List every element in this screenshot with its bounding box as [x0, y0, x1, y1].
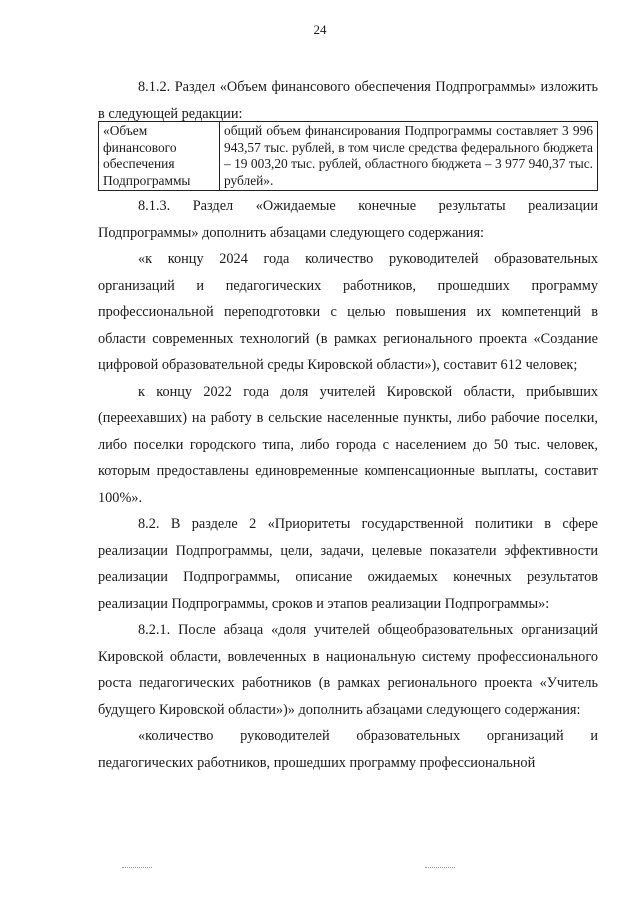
financing-table-grid	[98, 121, 598, 191]
paragraph-result-2024: «к концу 2024 года количество руководителей образовательных организаций и педагогических работников, прошедших программу профессиональной переподготовки с целью повышения их компетенций в области современных технологий (в рамках регионального проекта «Создание цифровой образовательной среды Кировской области»), составит 612 человек;	[98, 251, 598, 373]
table-row	[99, 122, 598, 191]
paragraph-result-2022: к концу 2022 года доля учителей Кировской области, прибывших (переехавших) на работу в сельские населенные пункты, либо рабочие поселки, либо поселки городского типа, либо города с населением до 50 тыс. человек, которым предоставлены единовременные компенсационные выплаты, составит 100%».	[98, 383, 598, 506]
footer-mark-right	[425, 867, 455, 868]
paragraph-812: 8.1.2. Раздел «Объем финансового обеспечения Подпрограммы» изложить в следующей редакции:	[98, 79, 598, 122]
paragraph-continued: «количество руководителей образовательных организаций и педагогических работников, прошедших программу профессиональной	[98, 728, 598, 771]
financing-table	[98, 121, 598, 191]
paragraph-821: 8.2.1. После абзаца «доля учителей общеобразовательных организаций Кировской области, вовлеченных в национальную систему профессионального роста педагогических работников (в рамках регионального проекта «Учитель будущего Кировской области»)» дополнить абзацами следующего содержания:	[98, 622, 598, 718]
paragraph-813: 8.1.3. Раздел «Ожидаемые конечные результаты реализации Подпрограммы» дополнить абзацами следующего содержания:	[98, 198, 598, 241]
table-cell-value: общий объем финансирования Подпрограммы составляет 3 996 943,57 тыс. рублей, в том числе средства федерального бюджета – 19 003,20 тыс. рублей, областного бюджета – 3 977 940,37 тыс. рублей».	[220, 122, 598, 191]
table-cell-label: «Объем финансового обеспечения Подпрограммы	[99, 122, 220, 191]
section-812-intro	[98, 74, 598, 127]
footer-mark-left	[122, 867, 152, 868]
body-text	[98, 193, 598, 776]
paragraph-82: 8.2. В разделе 2 «Приоритеты государственной политики в сфере реализации Подпрограммы, цели, задачи, целевые показатели эффективности реализации Подпрограммы, описание ожидаемых конечных результатов реализации Подпрограммы, сроков и этапов реализации Подпрограммы»:	[98, 516, 598, 612]
page-number: 24	[313, 22, 327, 37]
